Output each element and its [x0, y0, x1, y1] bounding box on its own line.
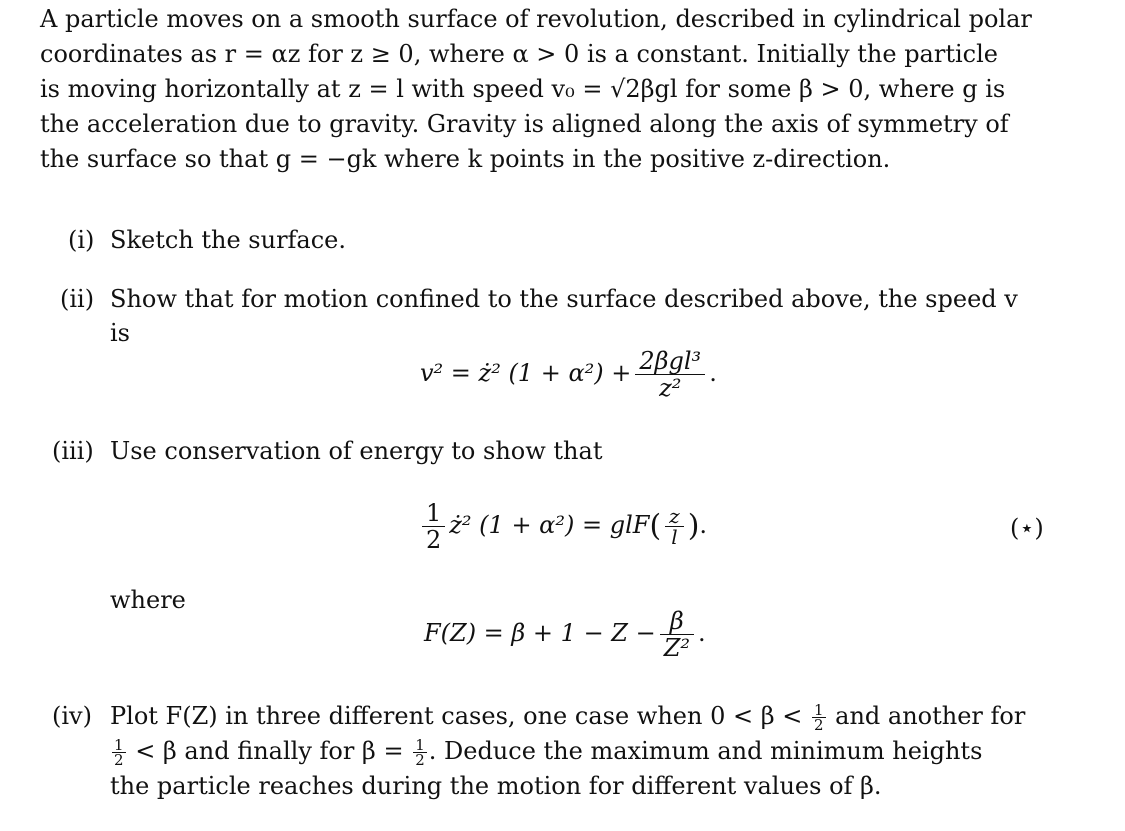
half-fraction-3: [413, 738, 427, 767]
part-iv-line-1-start: Plot F(Z) in three different cases, one case when 0 < β <: [110, 702, 803, 730]
speed-equation-left: v² = ż² (1 + α²) +: [420, 359, 632, 387]
intro-line-2: coordinates as r = αz for z ≥ 0, where α > 0 is a constant. Initially the particle: [40, 40, 998, 68]
part-iv-line-1-end: and another for: [835, 702, 1026, 730]
f-definition-denominator: Z²: [663, 634, 691, 662]
part-i-text: Sketch the surface.: [110, 226, 347, 254]
part-ii-line-1: Show that for motion confined to the surface described above, the speed v: [110, 285, 1018, 313]
part-iv-line-2-middle: < β and finally for β =: [135, 737, 404, 765]
half-1-numerator: 1: [813, 701, 824, 719]
half-fraction-2: [112, 738, 126, 767]
energy-argument-numerator: z: [665, 506, 684, 527]
energy-half-denominator: 2: [426, 526, 442, 554]
energy-equation-period: .: [699, 511, 708, 539]
energy-equation: [418, 500, 707, 553]
half-1-denominator: 2: [813, 716, 824, 734]
intro-line-3: is moving horizontally at z = l with speed v₀ = √2βgl for some β > 0, where g is: [40, 75, 1006, 103]
f-definition-fraction: [660, 608, 694, 661]
energy-right-paren: ): [687, 508, 700, 544]
part-iv-line-2-end: . Deduce the maximum and minimum heights: [428, 737, 983, 765]
f-definition: [424, 608, 706, 661]
half-3-denominator: 2: [415, 751, 425, 769]
energy-equation-body: ż² (1 + α²) = glF: [449, 511, 650, 539]
half-fraction-1: [812, 703, 826, 732]
part-ii-line-2: is: [110, 319, 130, 347]
speed-equation-denominator: z²: [659, 374, 682, 402]
equation-tag: (⋆): [1010, 514, 1044, 542]
part-i-number: (i): [68, 226, 95, 254]
f-definition-left: F(Z) = β + 1 − Z −: [424, 619, 656, 647]
part-iv-line-3: the particle reaches during the motion for different values of β.: [110, 772, 882, 800]
energy-equation-half: [422, 500, 445, 553]
speed-equation-numerator: 2βgl³: [635, 348, 705, 375]
part-iii-number: (iii): [52, 437, 94, 465]
part-iv-line-1: [110, 701, 1025, 732]
half-2-denominator: 2: [114, 751, 124, 769]
energy-half-numerator: 1: [422, 500, 445, 527]
part-iv-line-2: [110, 736, 982, 767]
energy-argument-fraction: [665, 506, 684, 547]
speed-equation-fraction: [635, 348, 705, 401]
energy-argument-denominator: l: [671, 525, 678, 549]
f-definition-numerator: β: [660, 608, 694, 635]
part-ii-number: (ii): [60, 285, 95, 313]
f-definition-period: .: [698, 619, 706, 647]
part-iv-number: (iv): [52, 702, 92, 730]
half-2-numerator: 1: [114, 736, 124, 754]
half-3-numerator: 1: [415, 736, 425, 754]
intro-line-4: the acceleration due to gravity. Gravity is aligned along the axis of symmetry of: [40, 110, 1009, 138]
speed-equation: [420, 348, 717, 401]
intro-line-5: the surface so that g = −gk where k points in the positive z-direction.: [40, 145, 891, 173]
where-label: where: [110, 586, 186, 614]
speed-equation-period: .: [709, 359, 717, 387]
part-iii-text: Use conservation of energy to show that: [110, 437, 603, 465]
energy-left-paren: (: [649, 508, 662, 544]
intro-line-1: A particle moves on a smooth surface of revolution, described in cylindrical polar: [40, 5, 1032, 33]
